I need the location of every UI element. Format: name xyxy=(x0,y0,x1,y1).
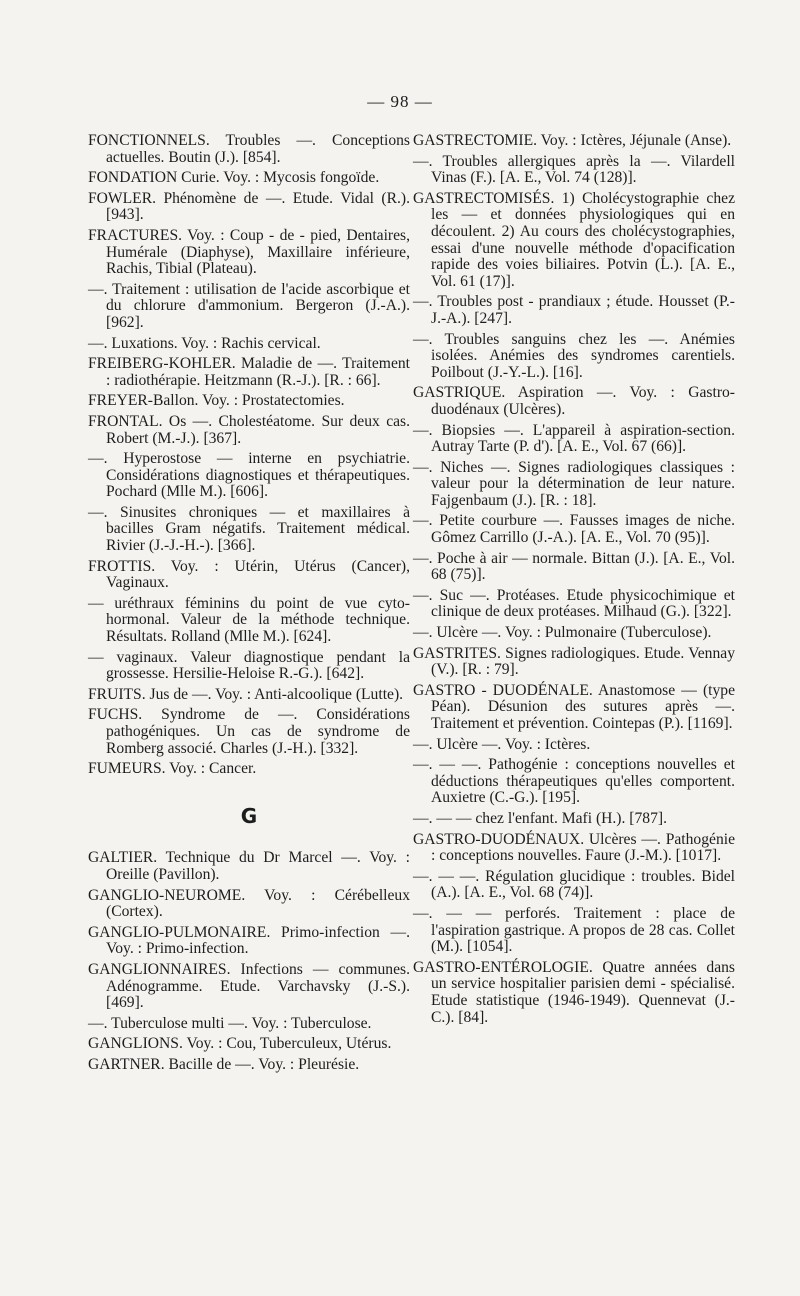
index-entry: GASTRECTOMIE. Voy. : Ictères, Jéjunale (Anse). xyxy=(413,132,732,149)
index-entry: —. — —. Régulation glucidique : troubles. Bidel (A.). [A. E., Vol. 68 (74)]. xyxy=(413,867,735,902)
index-entry: —. — — perforés. Traitement : place de l'aspiration gastrique. A propos de 28 cas. Collet (M.). [1054]. xyxy=(413,904,735,956)
index-entry: — vaginaux. Valeur diagnostique pendant la grossesse. Hersilie-Heloise R.-G.). [642]. xyxy=(88,648,410,683)
index-entry: —. Troubles post - prandiaux ; étude. Housset (P.-J.-A.). [247]. xyxy=(413,293,735,327)
index-entry: FREIBERG-KOHLER. Maladie de —. Traitement : radiothérapie. Heitzmann (R.-J.). [R. : 66]. xyxy=(88,355,410,389)
entries-list-right xyxy=(413,133,735,1026)
index-entry: — uréthraux féminins du point de vue cyto-hormonal. Valeur de la méthode technique. Résultats. Rolland (Mlle M.). [624]. xyxy=(88,594,410,646)
index-entry: GANGLIO-NEUROME. Voy. : Cérébelleux (Cortex). xyxy=(88,886,410,921)
index-entry: —. Suc —. Protéases. Etude physicochimique et clinique de deux protéases. Milhaud (G.). [322]. xyxy=(413,586,735,621)
index-entry: GASTRO - DUODÉNALE. Anastomose — (type Péan). Désunion des sutures après —. Traitement et prévention. Cointepas (P.). [1169]. xyxy=(413,681,735,732)
left-column xyxy=(88,133,410,1078)
index-entry: GASTRO-ENTÉROLOGIE. Quatre années dans un service hospitalier parisien demi - spécialisé. Etude statistique (1946-1949). Quennevat (J.-C.). [84]. xyxy=(413,958,735,1026)
index-entry: —. Tuberculose multi —. Voy. : Tuberculose. xyxy=(88,1014,372,1032)
entries-list-b xyxy=(88,850,410,1073)
index-entry: —. Traitement : utilisation de l'acide ascorbique et du chlorure d'ammonium. Bergeron (J.-A.). [962]. xyxy=(88,280,410,331)
index-entry: —. Sinusites chroniques — et maxillaires à bacilles Gram négatifs. Traitement médical. Rivier (J.-J.-H.-). [366]. xyxy=(88,503,410,555)
index-entry: —. Ulcère —. Voy. : Ictères. xyxy=(413,735,591,753)
entries-list-a xyxy=(88,133,410,778)
index-entry: GASTRIQUE. Aspiration —. Voy. : Gastro-duodénaux (Ulcères). xyxy=(413,384,735,418)
index-entry: FOWLER. Phénomène de —. Etude. Vidal (R.). [943]. xyxy=(88,189,410,224)
index-entry: —. Troubles sanguins chez les —. Anémies isolées. Anémies des syndromes carentiels. Poilbout (J.-Y.-L.). [16]. xyxy=(413,330,735,381)
index-entry: FRONTAL. Os —. Cholestéatome. Sur deux cas. Robert (M.-J.). [367]. xyxy=(88,412,410,447)
page-number: — 98 — xyxy=(367,92,433,111)
index-entry: —. Hyperostose — interne en psychiatrie. Considérations diagnostiques et thérapeutiques. Pochard (Mlle M.). [606]. xyxy=(88,450,410,501)
index-entry: GALTIER. Technique du Dr Marcel —. Voy. : Oreille (Pavillon). xyxy=(88,849,410,883)
index-entry: —. Poche à air — normale. Bittan (J.). [A. E., Vol. 68 (75)]. xyxy=(413,549,735,584)
index-entry: FRACTURES. Voy. : Coup - de - pied, Dentaires, Humérale (Diaphyse), Maxillaire inférieure, Rachis, Tibial (Plateau). xyxy=(88,226,410,278)
index-entry: GASTRITES. Signes radiologiques. Etude. Vennay (V.). [R. : 79]. xyxy=(413,644,735,679)
index-entry: FUCHS. Syndrome de —. Considérations pathogéniques. Un cas de syndrome de Romberg associé. Charles (J.-H.). [332]. xyxy=(88,706,410,757)
index-entry: —. — — chez l'enfant. Mafi (H.). [787]. xyxy=(413,809,667,827)
index-entry: GANGLIONNAIRES. Infections — communes. Adénogramme. Etude. Varchavsky (J.-S.). [469]. xyxy=(88,960,410,1012)
index-entry: —. Niches —. Signes radiologiques classiques : valeur pour la détermination de leur nature. Fajgenbaum (J.). [R. : 18]. xyxy=(413,458,735,509)
index-entry: —. Luxations. Voy. : Rachis cervical. xyxy=(88,334,321,352)
index-entry: FRUITS. Jus de —. Voy. : Anti-alcoolique (Lutte). xyxy=(88,685,404,703)
index-entry: FROTTIS. Voy. : Utérin, Utérus (Cancer), Vaginaux. xyxy=(88,557,410,592)
right-column xyxy=(413,133,735,1030)
index-entry: —. Biopsies —. L'appareil à aspiration-section. Autray Tarte (P. d'). [A. E., Vol. 67 (66)]. xyxy=(413,421,735,456)
index-entry: GARTNER. Bacille de —. Voy. : Pleurésie. xyxy=(88,1055,360,1073)
index-entry: FONCTIONNELS. Troubles —. Conceptions actuelles. Boutin (J.). [854]. xyxy=(88,132,410,166)
index-entry: GANGLIO-PULMONAIRE. Primo-infection —. Voy. : Primo-infection. xyxy=(88,923,410,958)
index-entry: GANGLIONS. Voy. : Cou, Tuberculeux, Utérus. xyxy=(88,1035,392,1053)
index-entry: —. Ulcère —. Voy. : Pulmonaire (Tuberculose). xyxy=(413,624,712,642)
index-entry: —. — —. Pathogénie : conceptions nouvelles et déductions thérapeutiques qu'elles comportent. Auxietre (C.-G.). [195]. xyxy=(413,756,735,807)
index-entry: FREYER-Ballon. Voy. : Prostatectomies. xyxy=(88,392,345,410)
index-entry: —. Troubles allergiques après la —. Vilardell Vinas (F.). [A. E., Vol. 74 (128)]. xyxy=(413,152,735,187)
index-entry: GASTRO-DUODÉNAUX. Ulcères —. Pathogénie : conceptions nouvelles. Faure (J.-M.). [1017]. xyxy=(413,830,735,865)
index-entry: —. Petite courbure —. Fausses images de niche. Gômez Carrillo (J.-A.). [A. E., Vol. 70 (95)]. xyxy=(413,512,735,547)
section-letter: G xyxy=(240,803,258,828)
index-entry: FONDATION Curie. Voy. : Mycosis fongoïde. xyxy=(88,169,380,187)
index-entry: GASTRECTOMISÉS. 1) Cholécystographie chez les — et données physiologiques qui en découlent. 2) Au cours des cholécystographies, essai d'une nouvelle méthode d'opacification rapide des voies biliaires. Potvin (L.). [A. E., Vol. 61 (17)]. xyxy=(413,189,735,290)
index-entry: FUMEURS. Voy. : Cancer. xyxy=(88,760,257,778)
